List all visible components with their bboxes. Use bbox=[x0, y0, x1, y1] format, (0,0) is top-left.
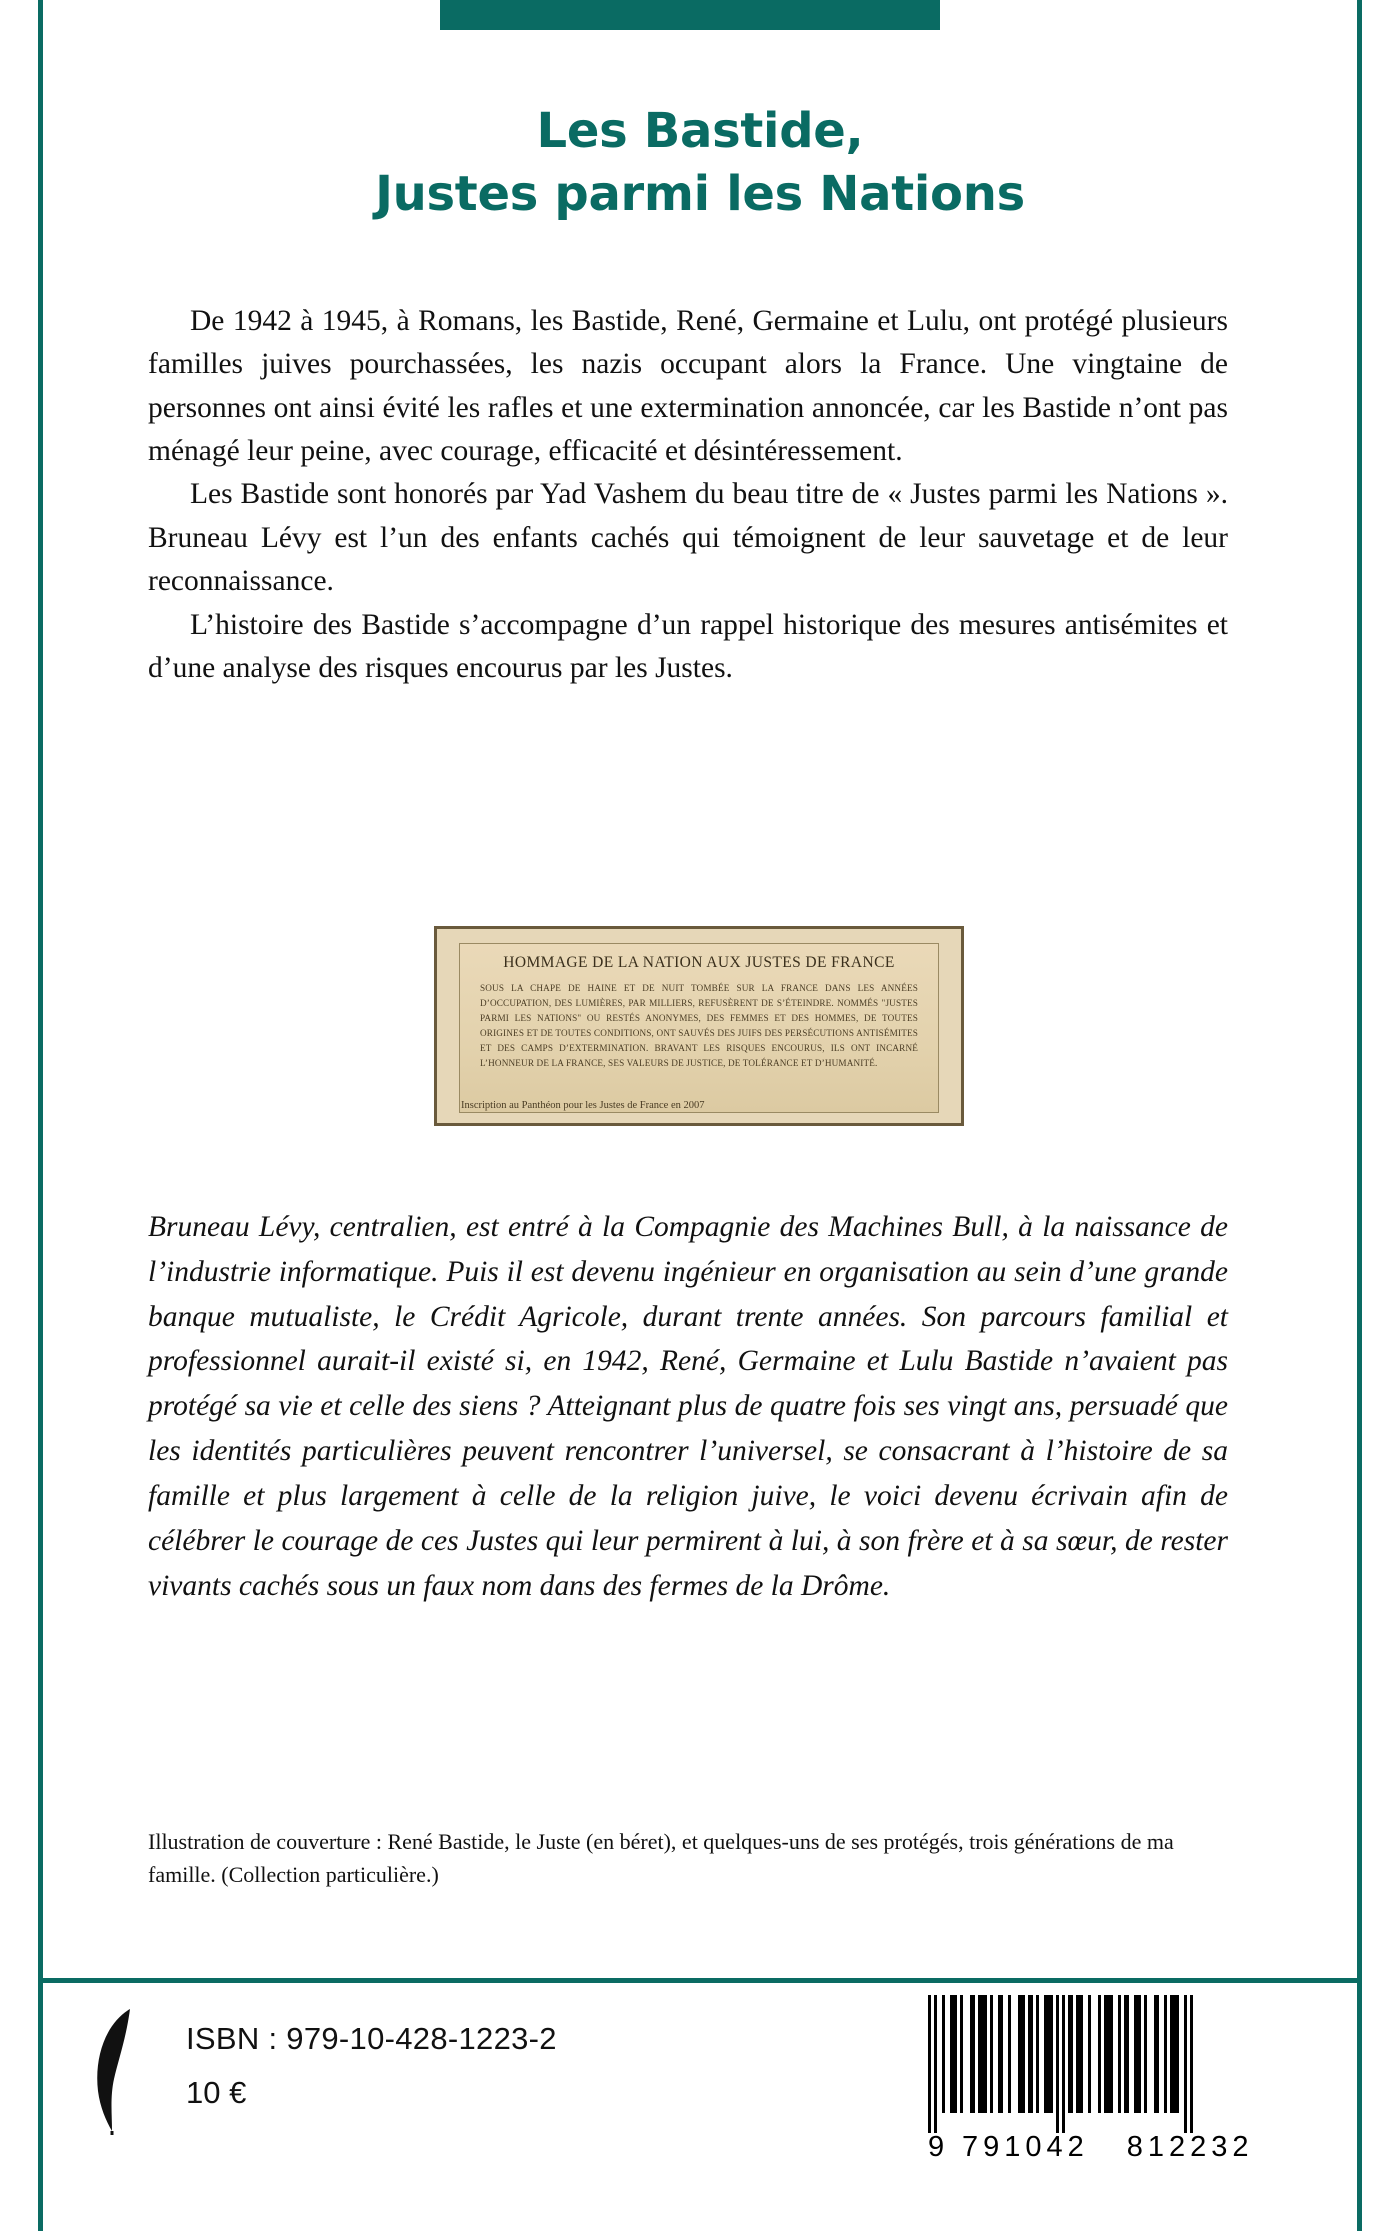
book-title-line-1: Les Bastide, bbox=[536, 103, 864, 159]
summary-paragraph-1: De 1942 à 1945, à Romans, les Bastide, René, Germaine et Lulu, ont protégé plusieurs familles juives pourchassées, les nazis occupant alors la France. Une vingtaine de personnes ont ainsi évité les rafles et une extermination annoncée, car les Bastide n’ont pas ménagé leur peine, avec courage, efficacité et désintéressement. bbox=[148, 305, 1228, 468]
isbn-text: ISBN : 979-10-428-1223-2 bbox=[186, 2021, 557, 2056]
barcode-left-digits: 791042 bbox=[962, 2131, 1089, 2163]
plaque-frame bbox=[434, 926, 964, 1126]
cover-credit bbox=[148, 1825, 1238, 1891]
footer bbox=[38, 1983, 1362, 2231]
summary-text bbox=[148, 300, 1228, 690]
book-title-line-2: Justes parmi les Nations bbox=[375, 166, 1025, 223]
barcode-bars bbox=[928, 1995, 1328, 2133]
publisher-feather-logo bbox=[90, 2005, 136, 2135]
barcode-digits bbox=[928, 2131, 1328, 2164]
author-bio bbox=[148, 1205, 1228, 1608]
book-title bbox=[150, 100, 1250, 227]
cover-credit-text: Illustration de couverture : René Bastide, le Juste (en béret), et quelques-uns de ses protégés, trois générations de ma famille. (Collection particulière.) bbox=[148, 1829, 1174, 1887]
decorative-bar-top bbox=[440, 0, 940, 30]
summary-paragraph-2: Les Bastide sont honorés par Yad Vashem du beau titre de « Justes parmi les Nations ». Bruneau Lévy est l’un des enfants cachés qui témoignent de leur sauvetage et de leur reconnaissance. bbox=[148, 478, 1228, 598]
decorative-rule-right bbox=[1357, 0, 1362, 2231]
plaque-caption: Inscription au Panthéon pour les Justes de France en 2007 bbox=[461, 1100, 705, 1111]
plaque-inner bbox=[459, 943, 939, 1113]
barcode-lead-digit: 9 bbox=[928, 2131, 947, 2163]
pantheon-plaque-image bbox=[434, 926, 964, 1126]
barcode-right-digits: 812232 bbox=[1126, 2131, 1254, 2163]
author-bio-text: Bruneau Lévy, centralien, est entré à la Compagnie des Machines Bull, à la naissance de l’industrie informatique. Puis il est devenu ingénieur en organisation au sein d’une grande banque mutualiste, le Crédit Agricole, durant trente années. Son parcours familial et professionnel aurait-il existé si, en 1942, René, Germaine et Lulu Bastide n’avaient pas protégé sa vie et celle des siens ? Atteignant plus de quatre fois ses vingt ans, persuadé que les identités particulières peuvent rencontrer l’universel, se consacrant à l’histoire de sa famille et plus largement à celle de la religion juive, le voici devenu écrivain afin de célébrer le courage de ces Justes qui leur permirent à lui, à son frère et à sa sœur, de rester vivants cachés sous un faux nom dans des fermes de la Drôme. bbox=[148, 1211, 1228, 1602]
plaque-body-text: SOUS LA CHAPE DE HAINE ET DE NUIT TOMBÉE SUR LA FRANCE DANS LES ANNÉES D’OCCUPATION, DES LUMIÈRES, PAR MILLIERS, REFUSÈRENT DE S’ÉTEINDRE. NOMMÉS "JUSTES PARMI LES NATIONS" OU RESTÉS ANONYMES, DES FEMMES ET DES HOMMES, DE TOUTES ORIGINES ET DE TOUTES CONDITIONS, ONT SAUVÉS DES JUIFS DES PERSÉCUTIONS ANTISÉMITES ET DES CAMPS D’EXTERMINATION. BRAVANT LES RISQUES ENCOURUS, ILS ONT INCARNÉ L’HONNEUR DE LA FRANCE, SES VALEURS DE JUSTICE, DE TOLÉRANCE ET D’HUMANITÉ. bbox=[480, 983, 918, 1068]
summary-paragraph-3: L’histoire des Bastide s’accompagne d’un rappel historique des mesures antisémites et d’une analyse des risques encourus par les Justes. bbox=[148, 608, 1228, 684]
decorative-rule-left bbox=[38, 0, 43, 2231]
price-text: 10 € bbox=[186, 2075, 247, 2110]
ean13-barcode bbox=[928, 1995, 1328, 2195]
plaque-title: HOMMAGE DE LA NATION AUX JUSTES DE FRANCE bbox=[503, 954, 895, 971]
